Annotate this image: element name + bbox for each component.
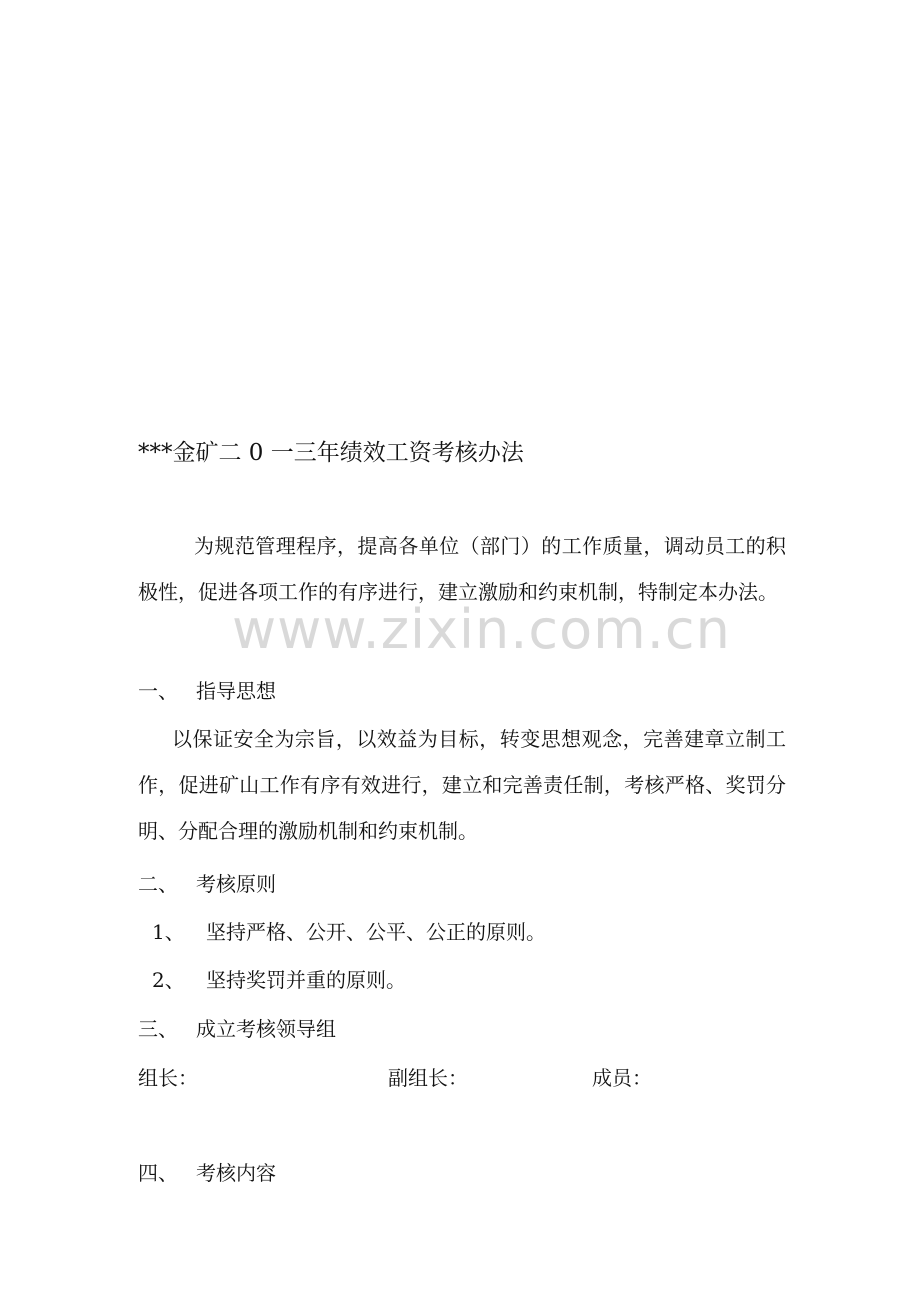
section-title: 指导思想 — [196, 679, 276, 703]
watermark: www.zixin.com.cn — [232, 598, 731, 661]
section-heading-guiding — [138, 677, 276, 705]
section-number: 一、 — [138, 679, 178, 703]
list-item-text: 坚持严格、公开、公平、公正的原则。 — [206, 920, 546, 944]
document-title: ***金矿二 0 一三年绩效工资考核办法 — [138, 440, 524, 466]
section-heading-content — [138, 1159, 276, 1187]
section-title: 考核原则 — [196, 872, 276, 896]
list-item-number: 1、 — [152, 920, 185, 944]
section-heading-leadership — [138, 1015, 336, 1043]
section-number: 三、 — [138, 1017, 178, 1041]
role-deputy-leader: 副组长： — [388, 1066, 468, 1090]
intro-paragraph: 为规范管理程序，提高各单位（部门）的工作质量，调动员工的积极性，促进各项工作的有序进行，建立激励和约束机制，特制定本办法。 — [138, 534, 786, 604]
section-title: 成立考核领导组 — [196, 1017, 336, 1041]
list-item — [152, 966, 406, 994]
role-leader: 组长： — [138, 1066, 198, 1090]
section-title: 考核内容 — [196, 1161, 276, 1185]
list-item-text: 坚持奖罚并重的原则。 — [206, 968, 406, 992]
section-number: 二、 — [138, 872, 178, 896]
section-heading-principles — [138, 870, 276, 898]
list-item-number: 2、 — [152, 968, 185, 992]
role-members: 成员： — [592, 1066, 652, 1090]
guiding-paragraph: 以保证安全为宗旨，以效益为目标，转变思想观念，完善建章立制工作，促进矿山工作有序有效进行，建立和完善责任制，考核严格、奖罚分明、分配合理的激励机制和约束机制。 — [138, 727, 786, 843]
section-number: 四、 — [138, 1161, 178, 1185]
list-item — [152, 918, 546, 946]
